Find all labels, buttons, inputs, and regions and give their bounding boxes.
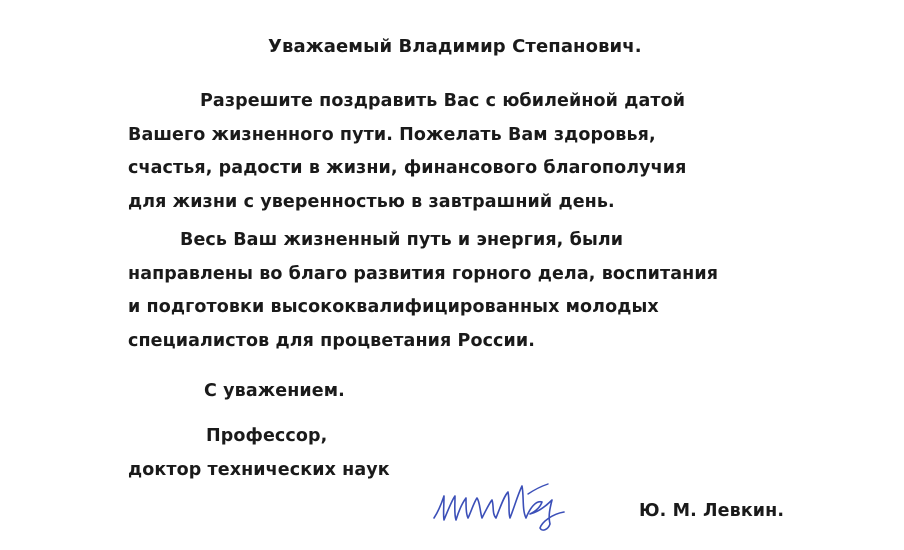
author-name: Ю. М. Левкин. [639,501,785,521]
paragraph-line: специалистов для процветания России. [128,330,535,351]
paragraph-line: счастья, радости в жизни, финансового благополучия [128,158,687,178]
paragraph-line: и подготовки высококвалифицированных молодых [128,297,659,317]
paragraph-line: для жизни с уверенностью в завтрашний день. [128,191,615,212]
paragraph-line: направлены во благо развития горного дела, воспитания [128,263,719,284]
author-title-line: Профессор, [206,426,328,446]
paragraph-line: Весь Ваш жизненный путь и энергия, были [180,230,624,250]
handwritten-signature [430,472,580,534]
author-title-line: доктор технических наук [128,459,390,480]
paragraph-line: Разрешите поздравить Вас с юбилейной датой [200,91,686,111]
paragraph-career [128,229,718,363]
closing-phrase: С уважением. [204,381,345,401]
salutation: Уважаемый Владимир Степанович. [268,36,642,57]
paragraph-congratulations [128,90,686,224]
author-title [128,425,390,492]
paragraph-line: Вашего жизненного пути. Пожелать Вам здоровья, [128,124,656,145]
